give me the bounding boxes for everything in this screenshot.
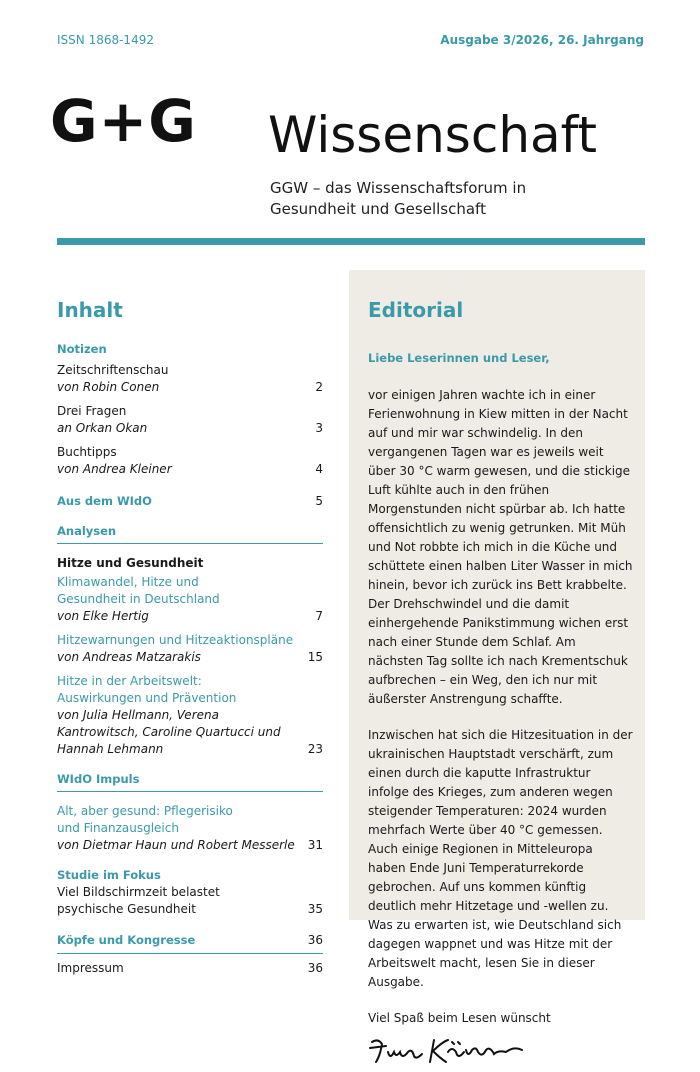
topic-title: Hitze und Gesundheit [57, 556, 204, 570]
section-wido: Aus dem WIdO [57, 494, 152, 508]
entry-author: von Elke Hertig [57, 609, 149, 623]
editorial-paragraph: Inzwischen hat sich die Hitzesituation in der ukrainischen Hauptstadt verschärft, zum einen durch die kaputte Infrastruktur infolge des Krieges, zum anderen wegen steigender Temperaturen: 2024 wurden mehrfach Werte über 40 °C gemessen. Auch einige Regionen in Mitteleuropa haben Ende Juni Temperaturrekorde gebrochen. Auf uns kommen künftig deutlich mehr Hitzetage und -wellen zu. Was zu erwarten ist, wie Deutschland sich dagegen wappnet und was Hitze mit der Arbeitswelt macht, lesen Sie in dieser Ausgabe. [368, 728, 633, 989]
entry-title: Viel Bildschirmzeit belastet psychische Gesundheit [57, 885, 220, 916]
entry-page: 2 [315, 380, 323, 394]
entry-page: 31 [307, 838, 323, 852]
toc-entry[interactable] [57, 574, 323, 625]
editorial-paragraph: vor einigen Jahren wachte ich in einer Ferienwohnung in Kiew mitten in der Nacht auf und mir war schwindelig. In den vergangenen Tagen war es jeweils weit über 30 °C warm gewesen, und die stickige Luft kühlte auch in den frühen Morgenstunden nicht spürbar ab. Ich hatte offensichtlich zu wenig getrunken. Mit Müh und Not robbte ich mich in die Küche und schüttete einen halben Liter Wasser in mich hinein, bevor ich zurück ins Bett krabbelte. Der Drehschwindel und die damit einhergehende Panikstimmung wichen erst nach einer Stunde dem Schlaf. Am nächsten Tag sollte ich nach Krementschuk aufbrechen – ein Weg, den ich nur mit äußerster Anstrengung schaffte. [368, 388, 633, 706]
toc-entry[interactable] [57, 673, 323, 758]
section-analysen: Analysen [57, 524, 323, 544]
entry-title: Buchtipps [57, 445, 117, 459]
section-fokus: Studie im Fokus [57, 868, 161, 882]
entry-page: 36 [307, 961, 323, 975]
signature [368, 1034, 634, 1072]
entry-page: 36 [307, 933, 323, 947]
issue-info: Ausgabe 3/2026, 26. Jahrgang [440, 33, 644, 47]
entry-page: 5 [315, 494, 323, 508]
entry-page: 23 [307, 742, 323, 756]
toc-entry[interactable] [57, 632, 323, 666]
entry-page: 4 [315, 462, 323, 476]
toc-entry[interactable] [57, 403, 323, 437]
entry-author: von Robin Conen [57, 380, 160, 394]
toc-entry-impressum[interactable] [57, 960, 323, 977]
issn: ISSN 1868-1492 [57, 33, 154, 47]
editorial [368, 298, 634, 1072]
signature-image [368, 1034, 528, 1068]
toc-heading: Inhalt [57, 298, 123, 322]
toc-entry-koepfe[interactable] [57, 932, 323, 954]
toc-entry[interactable] [57, 444, 323, 478]
entry-title: Klimawandel, Hitze und Gesundheit in Deutschland [57, 575, 220, 606]
editorial-greeting: Liebe Leserinnen und Leser, [368, 351, 550, 365]
toc-entry[interactable] [57, 803, 323, 854]
entry-title: Drei Fragen [57, 404, 127, 418]
subtitle: GGW – das Wissenschaftsforum in Gesundheit und Gesellschaft [270, 179, 527, 218]
entry-author: von Andrea Kleiner [57, 462, 172, 476]
topic-heading [57, 555, 323, 572]
entry-page: 35 [307, 902, 323, 916]
toc-entry[interactable] [57, 884, 323, 918]
entry-author: an Orkan Okan [57, 421, 148, 435]
entry-author: von Andreas Matzarakis [57, 650, 201, 664]
entry-author: von Dietmar Haun und Robert Messerle [57, 838, 295, 852]
toc-entry-wido[interactable] [57, 493, 323, 510]
editorial-closing: Viel Spaß beim Lesen wünscht [368, 1011, 551, 1025]
entry-page: 15 [307, 650, 323, 664]
header-rule [57, 238, 645, 245]
entry-title: Hitze in der Arbeitswelt: Auswirkungen und Prävention [57, 674, 237, 705]
section-impuls: WIdO Impuls [57, 772, 323, 792]
editorial-heading: Editorial [368, 298, 464, 322]
section-koepfe: Köpfe und Kongresse [57, 933, 196, 947]
entry-page: 3 [315, 421, 323, 435]
entry-title: Zeitschriftenschau [57, 363, 169, 377]
logo: G+G [50, 87, 197, 155]
entry-page: 7 [315, 609, 323, 623]
toc-entry[interactable] [57, 362, 323, 396]
section-notizen: Notizen [57, 342, 107, 356]
entry-title: Hitzewarnungen und Hitzeaktionspläne [57, 633, 294, 647]
entry-title: Alt, aber gesund: Pflegerisiko und Finanzausgleich [57, 804, 233, 835]
page-title: Wissenschaft [268, 106, 597, 164]
entry-author: von Julia Hellmann, Verena Kantrowitsch, Caroline Quartucci und Hannah Lehmann [57, 708, 281, 756]
entry-title: Impressum [57, 961, 124, 975]
table-of-contents [57, 298, 323, 977]
